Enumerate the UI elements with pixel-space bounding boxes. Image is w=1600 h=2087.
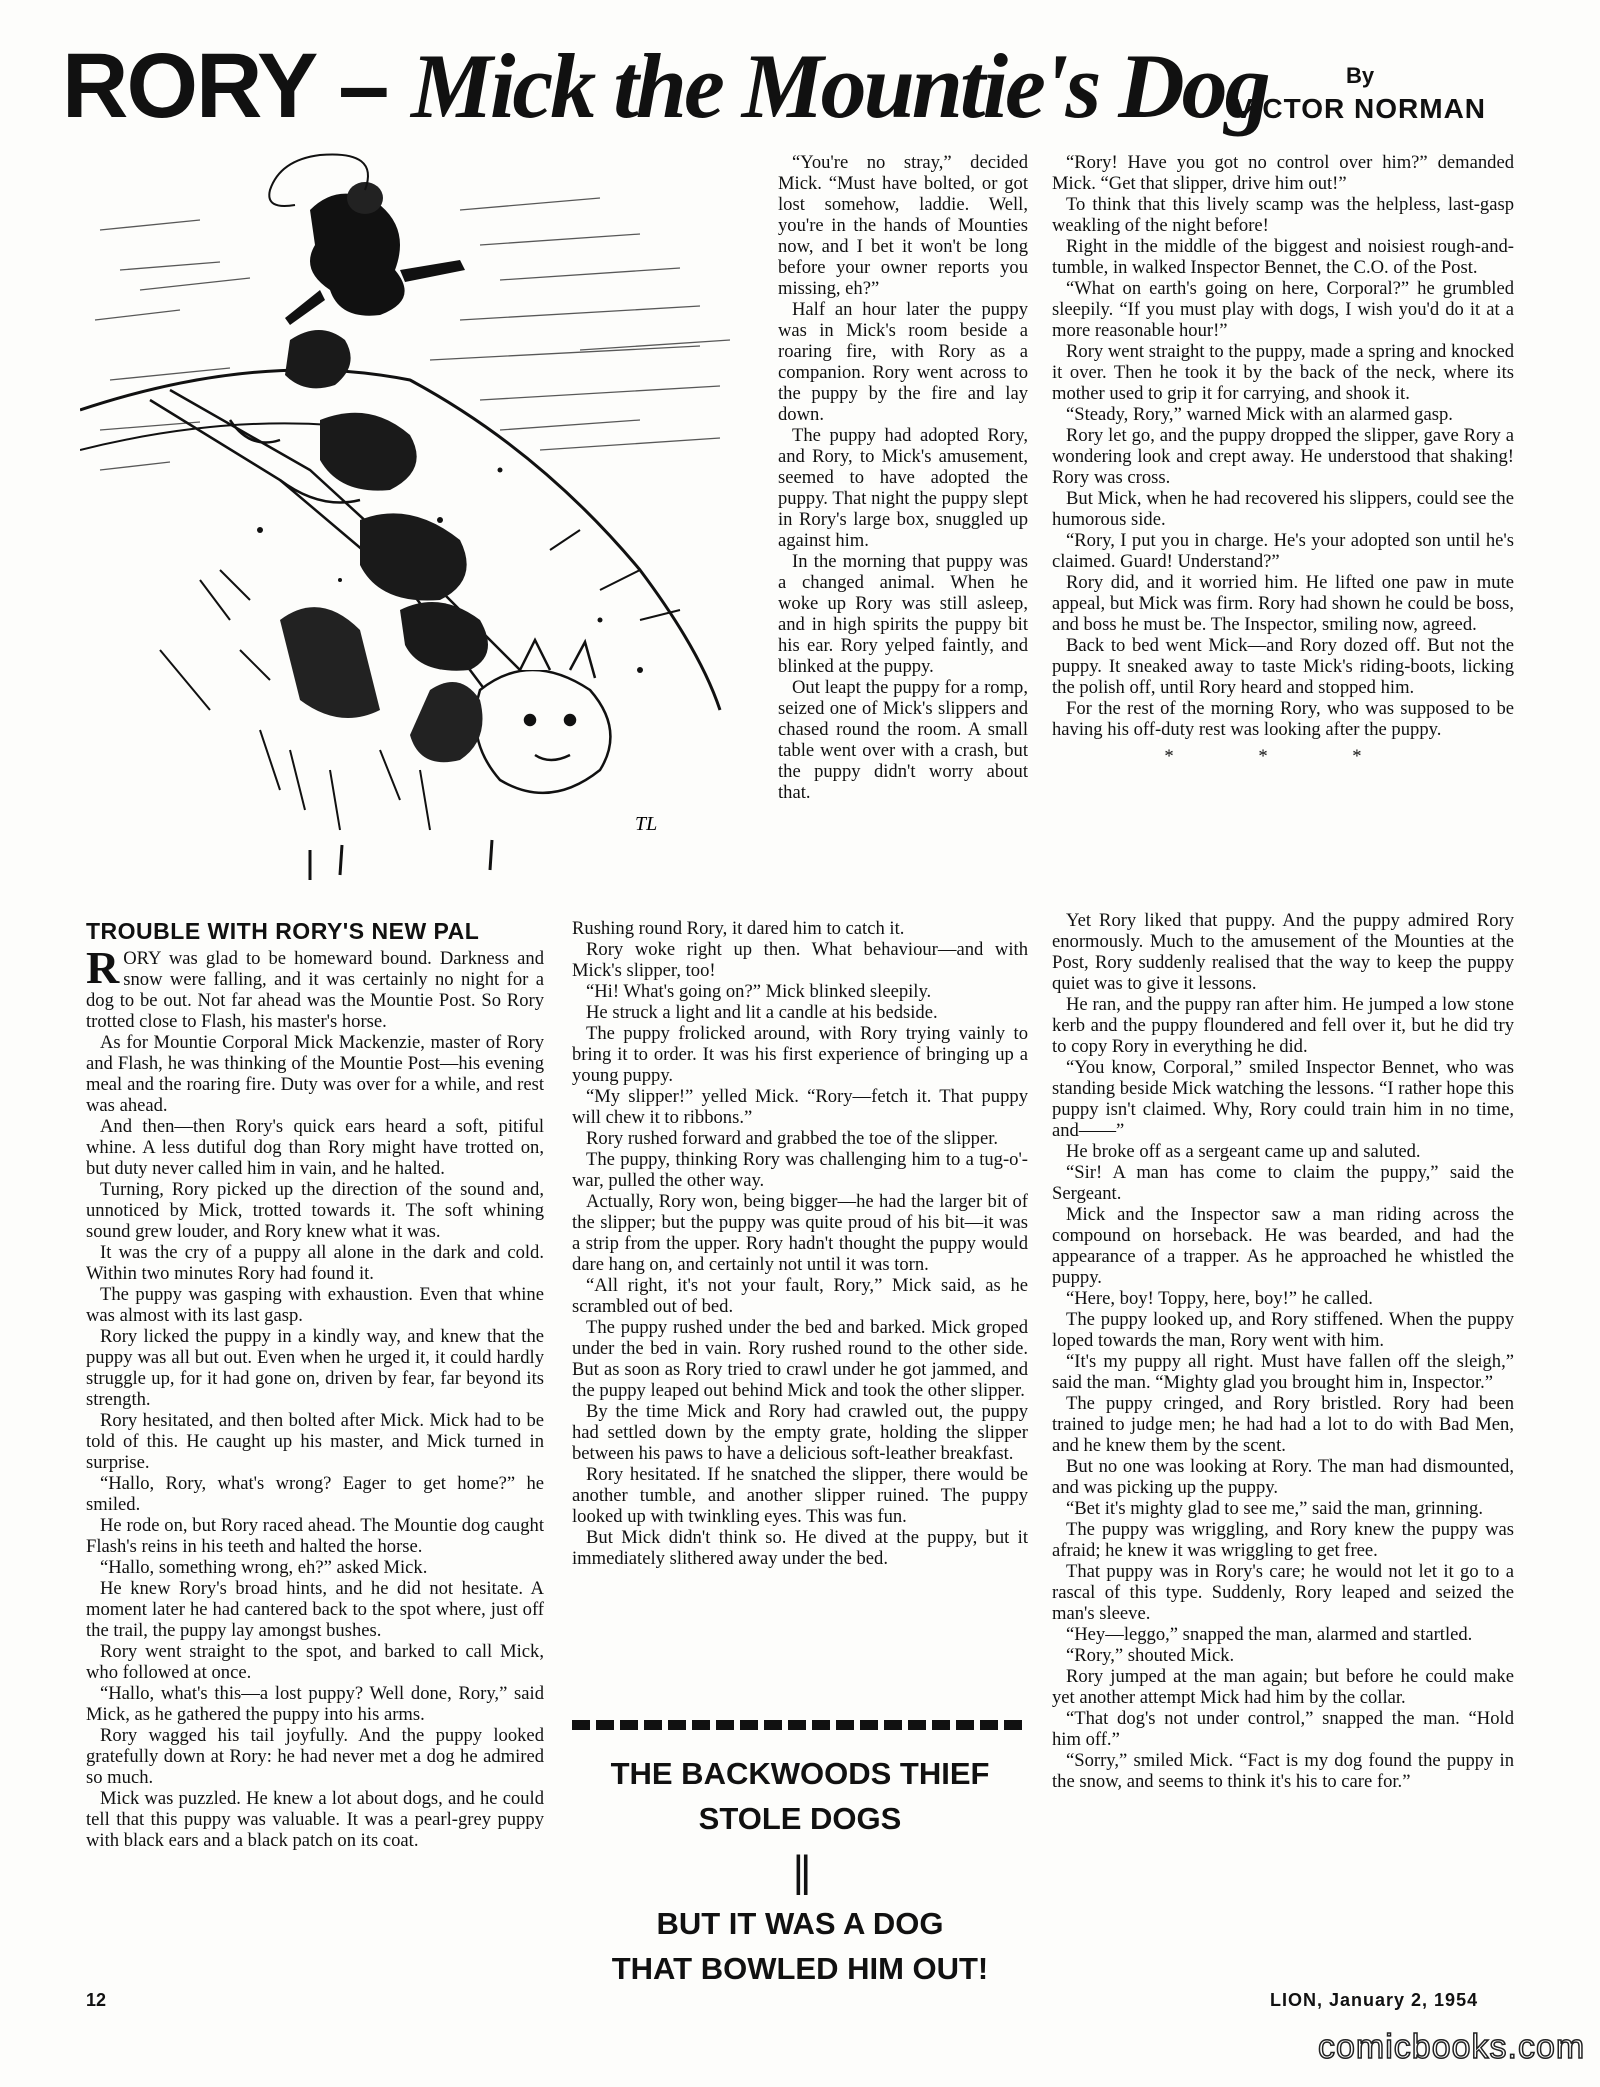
column-middle xyxy=(572,918,1028,1569)
paragraph: Out leapt the puppy for a romp, seized one of Mick's slippers and chased round the room. A small table went over with a crash, but the puppy didn't worry about that. xyxy=(778,677,1028,803)
title-subtitle: Mick the Mountie's Dog xyxy=(411,35,1268,137)
illustration-signature: TL xyxy=(635,813,658,835)
paragraph: He struck a light and lit a candle at his bedside. xyxy=(586,1002,938,1023)
paragraph: “You know, Corporal,” smiled Inspector Bennet, who was standing beside Mick watching the lessons. “I rather hope this puppy isn't claimed. Why, Rory could train him in no time, and——” xyxy=(1052,1057,1514,1141)
paragraph: But Mick, when he had recovered his slippers, could see the humorous side. xyxy=(1052,488,1514,530)
paragraph: “Rory, I put you in charge. He's your adopted son until he's claimed. Guard! Understand?” xyxy=(1052,530,1514,572)
column-right-top xyxy=(1052,152,1514,773)
paragraph: Mick was puzzled. He knew a lot about dogs, and he could tell that this puppy was valuable. It was a pearl-grey puppy with black ears and a black patch on its coat. xyxy=(86,1787,544,1851)
paragraph: Mick and the Inspector saw a man riding across the compound on horseback. He was bearded, and had the appearance of a trapper. As he approached he whistled the puppy. xyxy=(1052,1204,1514,1288)
narrow-column xyxy=(778,152,1028,803)
paragraph: “Hallo, what's this—a lost puppy? Well done, Rory,” said Mick, as he gathered the puppy into his arms. xyxy=(86,1682,544,1725)
byline xyxy=(1195,62,1525,127)
page-number: 12 xyxy=(86,1990,107,2010)
paragraph: “Steady, Rory,” warned Mick with an alarmed gasp. xyxy=(1066,404,1453,425)
paragraph: Yet Rory liked that puppy. And the puppy admired Rory enormously. Much to the amusement of the Mounties at the Post, Rory suddenly realised that the way to keep the puppy quiet was to give it lessons. xyxy=(1052,910,1514,994)
paragraph: Rory hesitated, and then bolted after Mick. Mick had to be told of this. He caught up his master, and Mick turned in surprise. xyxy=(86,1409,544,1473)
byline-author: VICTOR NORMAN xyxy=(1233,92,1487,124)
paragraph: “Rory,” shouted Mick. xyxy=(1066,1645,1235,1666)
paragraph: He rode on, but Rory raced ahead. The Mountie dog caught Flash's reins in his teeth and halted the horse. xyxy=(86,1514,544,1557)
paragraph: The puppy, thinking Rory was challenging him to a tug-o'-war, pulled the other way. xyxy=(572,1149,1028,1191)
paragraph: Turning, Rory picked up the direction of the sound and, unnoticed by Mick, trotted towards it. The soft whining sound grew louder, and Rory knew what it was. xyxy=(86,1178,544,1242)
paragraph: The puppy rushed under the bed and barked. Mick groped under the bed in vain. Rory rushed round to the other side. But as soon as Rory tried to crawl under he got jammed, and the puppy leaped out behind Mick and took the other slipper. xyxy=(572,1317,1028,1401)
paragraph: Rory let go, and the puppy dropped the slipper, gave Rory a wondering look and crept away. He understood that shaking! Rory was cross. xyxy=(1052,425,1514,488)
paragraph: Rory did, and it worried him. He lifted one paw in mute appeal, but Mick was firm. Rory had shown he could be boss, and boss he must be. The Inspector, smiling now, agreed. xyxy=(1052,572,1514,635)
title-dash: – xyxy=(338,35,388,137)
paragraph: Rory licked the puppy in a kindly way, and knew that the puppy was all but out. Even when he urged it, it could hardly struggle up, for it had gone on, driven by fear, far beyond its strength. xyxy=(86,1325,544,1410)
promo-line-2: STOLE DOGS xyxy=(698,1800,902,1836)
paragraph: In the morning that puppy was a changed animal. When he woke up Rory was still asleep, and in high spirits the puppy bit his ear. Rory yelped faintly, and blinked at the puppy. xyxy=(778,551,1028,677)
section-separator: * * * xyxy=(1164,746,1402,767)
paragraph: Rory hesitated. If he snatched the slipper, there would be another tumble, and another slipper ruined. The puppy looked up with twinkling eyes. This was fun. xyxy=(572,1464,1028,1527)
column-right-bottom xyxy=(1052,910,1514,1792)
paragraph: Rory jumped at the man again; but before he could make yet another attempt Mick had him by the collar. xyxy=(1052,1666,1514,1708)
paragraph: Actually, Rory won, being bigger—he had the larger bit of the slipper; but the puppy was quite proud of his bit—it was a strip from the upper. Rory hadn't thought the puppy would dare hang on, and certainly not until it was torn. xyxy=(572,1191,1028,1275)
dashed-divider xyxy=(572,1720,1028,1730)
opening-text: ORY was glad to be homeward bound. Darkness and snow were falling, and it was certainly no night for a dog to be out. Not far ahead was the Mountie Post. So Rory trotted close to Flash, his master's horse. xyxy=(86,947,544,1032)
paragraph: “That dog's not under control,” snapped the man. “Hold him off.” xyxy=(1052,1708,1514,1750)
paragraph: The puppy frolicked around, with Rory trying vainly to bring it to order. It was his first experience of bringing up a young puppy. xyxy=(572,1023,1028,1086)
paragraph: He knew Rory's broad hints, and he did not hesitate. A moment later he had cantered back to the spot where, just off the trail, the puppy lay amongst bushes. xyxy=(86,1577,544,1641)
paragraph: Rory woke right up then. What behaviour—and with Mick's slipper, too! xyxy=(572,939,1028,981)
paragraph: He broke off as a sergeant came up and saluted. xyxy=(1066,1141,1421,1162)
promo-bars: || xyxy=(792,1846,808,1896)
paragraph: The puppy was gasping with exhaustion. Even that whine was almost with its last gasp. xyxy=(86,1283,544,1326)
paragraph: “You're no stray,” decided Mick. “Must have bolted, or got lost somehow, laddie. Well, you're in the hands of Mounties now, and I bet it won't be long before your owner reports you missing, eh?” xyxy=(778,152,1028,299)
paragraph: “Here, boy! Toppy, here, boy!” he called. xyxy=(1066,1288,1373,1309)
paragraph: For the rest of the morning Rory, who was supposed to be having his off-duty rest was looking after the puppy. xyxy=(1052,698,1514,740)
title-rory: RORY xyxy=(62,35,315,137)
paragraph: “Bet it's mighty glad to see me,” said the man, grinning. xyxy=(1066,1498,1483,1519)
paragraph: Rory wagged his tail joyfully. And the puppy looked gratefully down at Rory: he had never met a dog he admired so much. xyxy=(86,1724,544,1788)
paragraph: That puppy was in Rory's care; he would not let it go to a rascal of this type. Suddenly, Rory leaped and seized the man's sleeve. xyxy=(1052,1561,1514,1624)
paragraph: “My slipper!” yelled Mick. “Rory—fetch it. That puppy will chew it to ribbons.” xyxy=(572,1086,1028,1128)
paragraph: Rory went straight to the spot, and barked to call Mick, who followed at once. xyxy=(86,1640,544,1683)
paragraph: “Hallo, Rory, what's wrong? Eager to get home?” he smiled. xyxy=(86,1472,544,1515)
sled-crash-illustration xyxy=(80,150,740,890)
drop-cap: R xyxy=(86,941,120,993)
column-left xyxy=(86,918,544,1851)
opening-paragraph xyxy=(86,941,544,1032)
paragraph: To think that this lively scamp was the helpless, last-gasp weakling of the night before! xyxy=(1052,194,1514,236)
section-heading: TROUBLE WITH RORY'S NEW PAL xyxy=(86,918,480,944)
paragraph: “Sorry,” smiled Mick. “Fact is my dog found the puppy in the snow, and seems to think it's his to care for.” xyxy=(1052,1750,1514,1792)
paragraph: “All right, it's not your fault, Rory,” Mick said, as he scrambled out of bed. xyxy=(572,1275,1028,1317)
paragraph: The puppy was wriggling, and Rory knew the puppy was afraid; he knew it was wriggling to get free. xyxy=(1052,1519,1514,1561)
paragraph: He ran, and the puppy ran after him. He jumped a low stone kerb and the puppy floundered and fell over it, but he did try to copy Rory in everything he did. xyxy=(1052,994,1514,1057)
paragraph: Rushing round Rory, it dared him to catch it. xyxy=(572,918,905,939)
paragraph: “Hallo, something wrong, eh?” asked Mick. xyxy=(100,1556,428,1578)
promo-line-3: BUT IT WAS A DOG xyxy=(656,1906,944,1942)
paragraph: “Hi! What's going on?” Mick blinked sleepily. xyxy=(586,981,932,1002)
paragraph: It was the cry of a puppy all alone in the dark and cold. Within two minutes Rory had found it. xyxy=(86,1241,544,1284)
promo-line-4: THAT BOWLED HIM OUT! xyxy=(611,1951,989,1987)
paragraph: “It's my puppy all right. Must have fallen off the sleigh,” said the man. “Mighty glad you brought him in, Inspector.” xyxy=(1052,1351,1514,1393)
paragraph: Half an hour later the puppy was in Mick's room beside a roaring fire, with Rory as a companion. Rory went across to the puppy by the fire and lay down. xyxy=(778,299,1028,425)
issue-date: LION, January 2, 1954 xyxy=(1270,1990,1479,2010)
paragraph: The puppy had adopted Rory, and Rory, to Mick's amusement, seemed to have adopted the puppy. That night the puppy slept in Rory's large box, snuggled up against him. xyxy=(778,425,1028,551)
story-title xyxy=(62,35,1268,137)
paragraph: “Rory! Have you got no control over him?” demanded Mick. “Get that slipper, drive him out!” xyxy=(1052,152,1514,194)
paragraph: But no one was looking at Rory. The man had dismounted, and was picking up the puppy. xyxy=(1052,1456,1514,1498)
paragraph: Rory rushed forward and grabbed the toe of the slipper. xyxy=(586,1128,999,1149)
byline-by: By xyxy=(1345,63,1375,88)
site-watermark: comicbooks.com xyxy=(1318,2028,1586,2066)
paragraph: Right in the middle of the biggest and noisiest rough-and-tumble, in walked Inspector Bennet, the C.O. of the Post. xyxy=(1052,236,1514,278)
paragraph: By the time Mick and Rory had crawled out, the puppy had settled down by the empty grate, holding the slipper between his paws to have a delicious soft-leather breakfast. xyxy=(572,1401,1028,1464)
paragraph: The puppy cringed, and Rory bristled. Rory had been trained to judge men; he had had a lot to do with Bad Men, and he knew them by the scent. xyxy=(1052,1393,1514,1456)
paragraph: Rory went straight to the puppy, made a spring and knocked it over. Then he took it by the back of the neck, where its mother used to grip it for carrying, and shook it. xyxy=(1052,341,1514,404)
paragraph: The puppy looked up, and Rory stiffened. When the puppy loped towards the man, Rory went with him. xyxy=(1052,1309,1514,1351)
promo-line-1: THE BACKWOODS THIEF xyxy=(610,1756,990,1791)
next-story-promo xyxy=(572,1752,1028,1992)
paragraph: But Mick didn't think so. He dived at the puppy, but it immediately slithered away under the bed. xyxy=(572,1527,1028,1569)
paragraph: And then—then Rory's quick ears heard a soft, pitiful whine. A less dutiful dog than Rory might have trotted on, but duty never called him in vain, and he halted. xyxy=(86,1115,544,1179)
paragraph: Back to bed went Mick—and Rory dozed off. But not the puppy. It sneaked away to taste Mick's riding-boots, licking the polish off, until Rory heard and stopped him. xyxy=(1052,635,1514,698)
paragraph: “What on earth's going on here, Corporal?” he grumbled sleepily. “If you must play with dogs, I wish you'd do it at a more reasonable hour!” xyxy=(1052,278,1514,341)
paragraph: “Sir! A man has come to claim the puppy,” said the Sergeant. xyxy=(1052,1162,1514,1204)
paragraph: “Hey—leggo,” snapped the man, alarmed and startled. xyxy=(1066,1624,1473,1645)
paragraph: As for Mountie Corporal Mick Mackenzie, master of Rory and Flash, he was thinking of the Mountie Post—his evening meal and the roaring fire. Duty was over for a while, and rest was ahead. xyxy=(86,1031,544,1116)
